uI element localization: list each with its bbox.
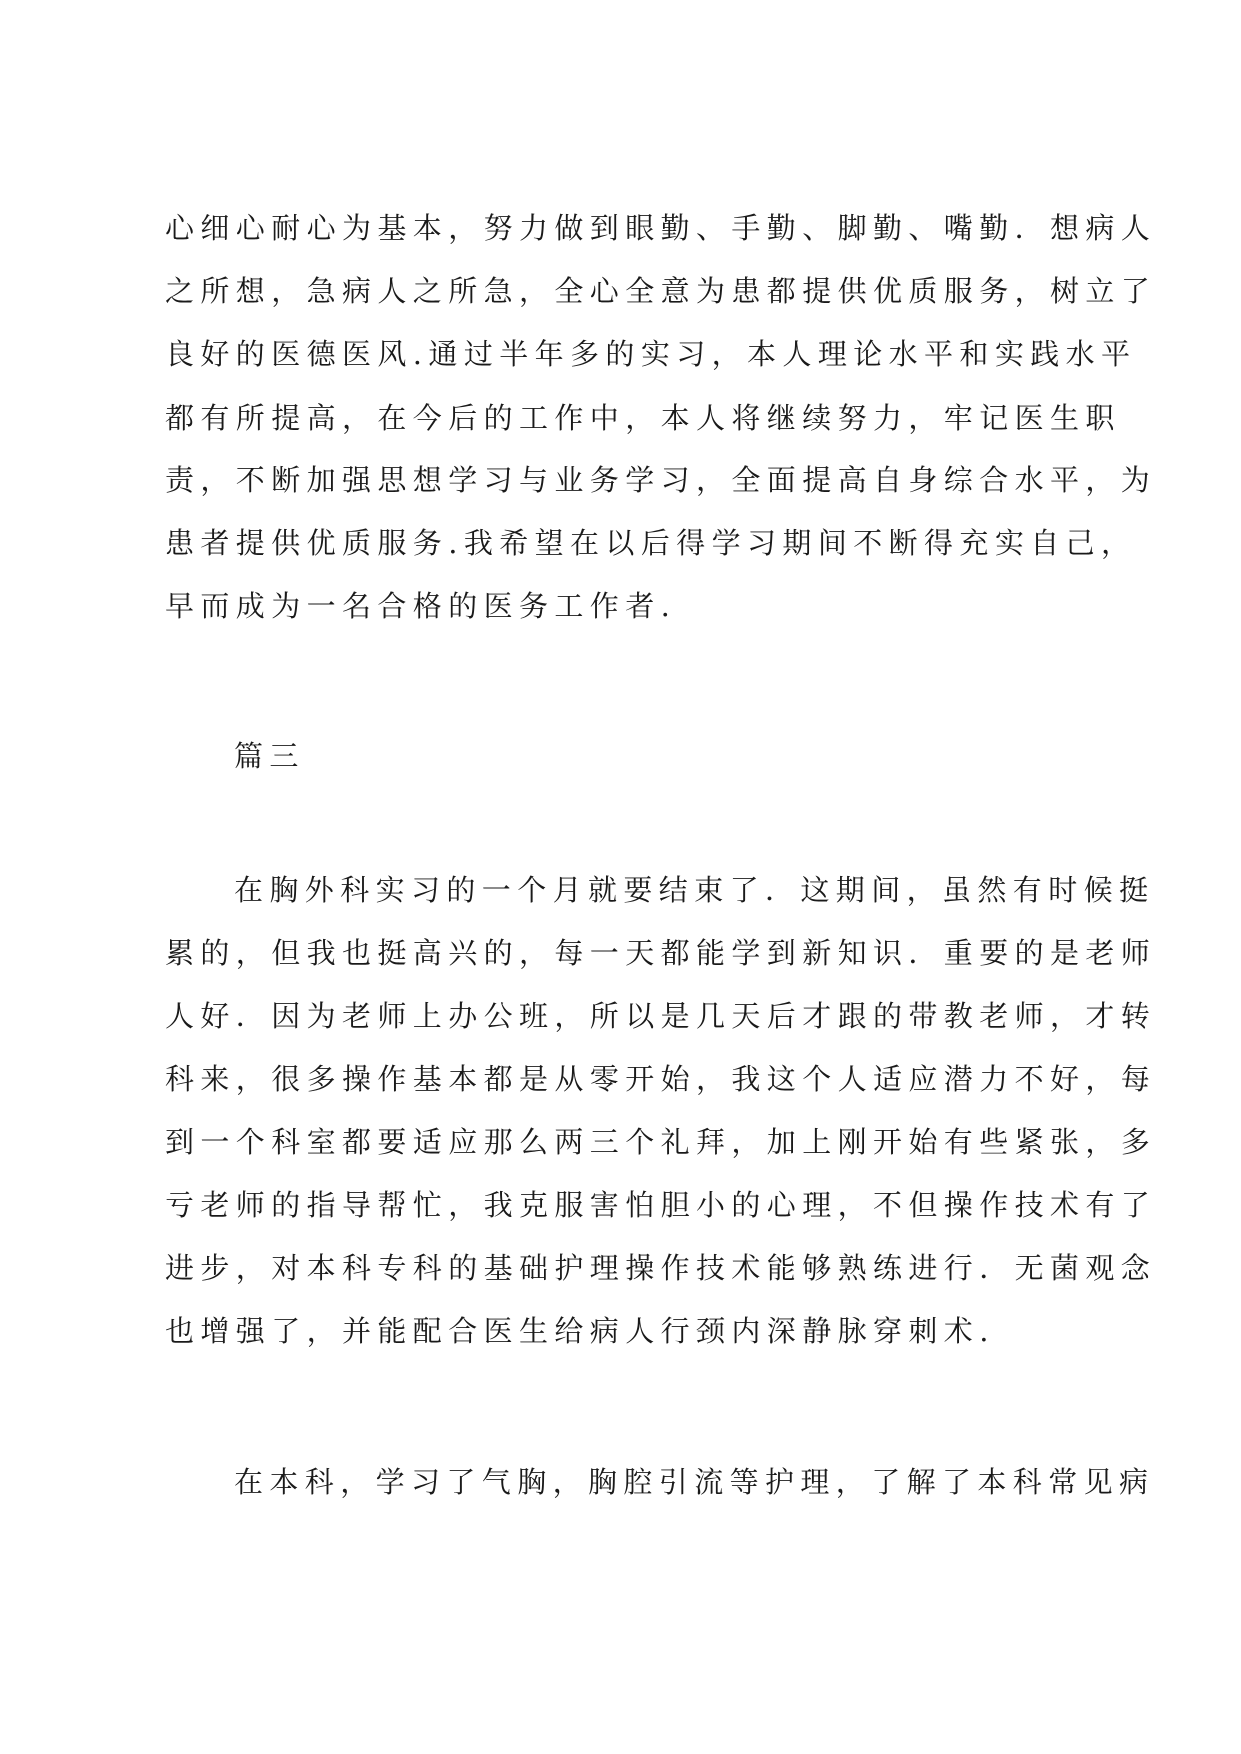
body-text-line: 进步，对本科专科的基础护理操作技术能够熟练进行．无菌观念 [165, 1251, 1157, 1285]
body-text-line: 亏老师的指导帮忙，我克服害怕胆小的心理，不但操作技术有了 [165, 1188, 1157, 1222]
body-text-line: 科来，很多操作基本都是从零开始，我这个人适应潜力不好，每 [165, 1062, 1157, 1096]
section-heading: 篇三 [234, 739, 305, 773]
body-text-line: 在胸外科实习的一个月就要结束了．这期间，虽然有时候挺 [234, 873, 1155, 907]
body-text-line: 人好．因为老师上办公班，所以是几天后才跟的带教老师，才转 [165, 999, 1157, 1033]
body-text-line: 早而成为一名合格的医务工作者. [165, 589, 677, 623]
body-text-line: 良好的医德医风.通过半年多的实习，本人理论水平和实践水平 [165, 337, 1137, 371]
body-text-line: 到一个科室都要适应那么两三个礼拜，加上刚开始有些紧张，多 [165, 1125, 1157, 1159]
body-text-line: 患者提供优质服务.我希望在以后得学习期间不断得充实自己， [165, 526, 1137, 560]
body-text-line: 也增强了，并能配合医生给病人行颈内深静脉穿刺术. [165, 1314, 995, 1348]
body-text-line: 责，不断加强思想学习与业务学习，全面提高自身综合水平，为 [165, 463, 1157, 497]
body-text-line: 之所想，急病人之所急，全心全意为患都提供优质服务，树立了 [165, 274, 1157, 308]
body-text-line: 心细心耐心为基本，努力做到眼勤、手勤、脚勤、嘴勤．想病人 [165, 211, 1157, 245]
body-text-line: 在本科，学习了气胸，胸腔引流等护理，了解了本科常见病 [234, 1465, 1155, 1499]
body-text-line: 都有所提高，在今后的工作中，本人将继续努力，牢记医生职 [165, 401, 1121, 435]
body-text-line: 累的，但我也挺高兴的，每一天都能学到新知识．重要的是老师 [165, 936, 1157, 970]
